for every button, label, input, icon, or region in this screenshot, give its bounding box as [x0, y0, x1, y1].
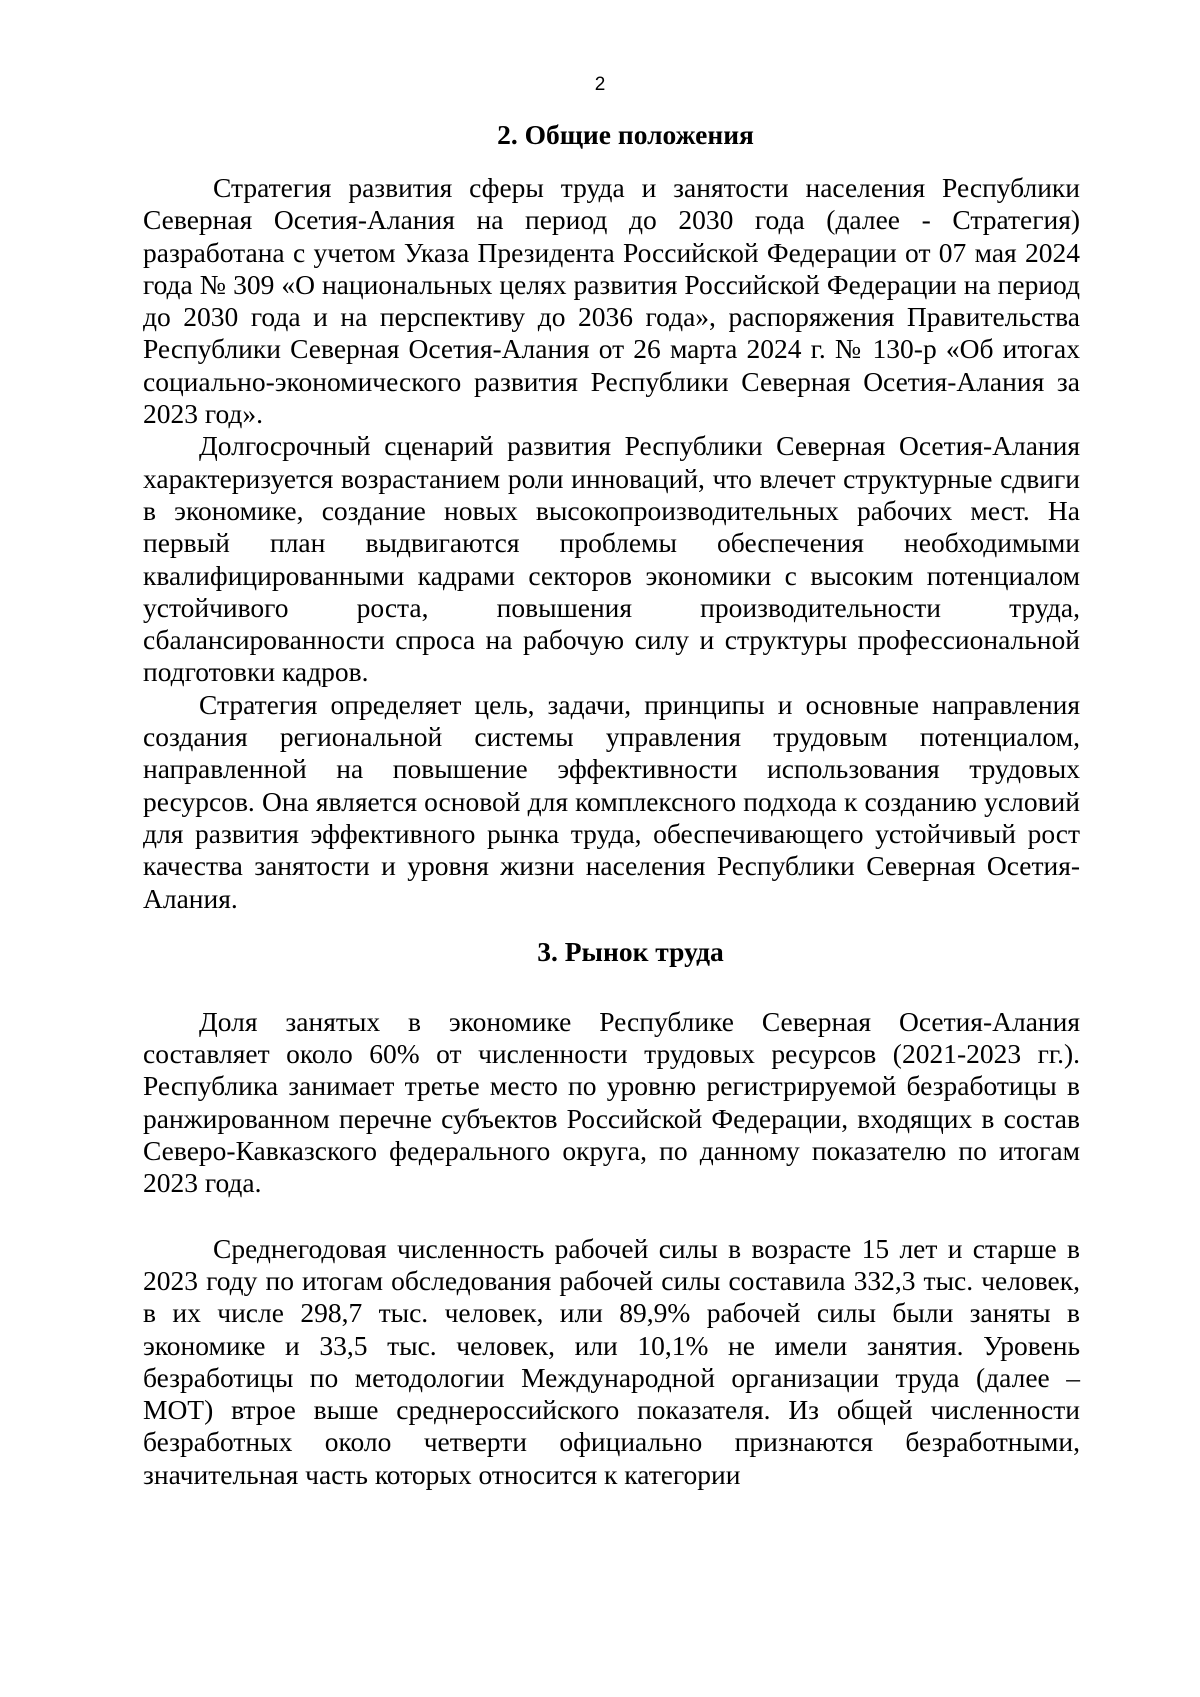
page-number: 2 [594, 74, 606, 95]
paragraph-employment-share: Доля занятых в экономике Республике Северная Осетия-Алания составляет около 60% от численности трудовых ресурсов (2021-2023 гг.). Республика занимает третье место по уровню регистрируемой безработицы в ранжированном перечне субъектов Российской Федерации, входящих в состав Северо-Кавказского федерального округа, по данному показателю по итогам 2023 года. [143, 1005, 1080, 1199]
paragraph-long-term-scenario: Долгосрочный сценарий развития Республики Северная Осетия-Алания характеризуется возрастанием роли инноваций, что влечет структурные сдвиги в экономике, создание новых высокопроизводительных рабочих мест. На первый план выдвигаются проблемы обеспечения необходимыми квалифицированными кадрами секторов экономики с высоким потенциалом устойчивого роста, повышения производительности труда, сбалансированности спроса на рабочую силу и структуры профессиональной подготовки кадров. [143, 430, 1080, 688]
section-heading-general-provisions: 2. Общие положения [497, 119, 754, 150]
document-body [143, 118, 1080, 1491]
paragraph-strategy-basis: Стратегия развития сферы труда и занятости населения Республики Северная Осетия-Алания на период до 2030 года (далее - Стратегия) разработана с учетом Указа Президента Российской Федерации от 07 мая 2024 года № 309 «О национальных целях развития Российской Федерации на период до 2030 года и на перспективу до 2036 года», распоряжения Правительства Республики Северная Осетия-Алания от 26 марта 2024 г. № 130-р «Об итогах социально-экономического развития Республики Северная Осетия-Алания за 2023 год». [143, 172, 1080, 430]
section-heading-labor-market: 3. Рынок труда [537, 935, 724, 967]
paragraph-labor-force-stats: Среднегодовая численность рабочей силы в возрасте 15 лет и старше в 2023 году по итогам обследования рабочей силы составила 332,3 тыс. человек, в их числе 298,7 тыс. человек, или 89,9% рабочей силы были заняты в экономике и 33,5 тыс. человек, или 10,1% не имели занятия. Уровень безработицы по методологии Международной организации труда (далее – МОТ) втрое выше среднероссийского показателя. Из общей численности безработных около четверти официально признаются безработными, значительная часть которых относится к категории [143, 1232, 1080, 1490]
paragraph-strategy-goals: Стратегия определяет цель, задачи, принципы и основные направления создания региональной системы управления трудовым потенциалом, направленной на повышение эффективности использования трудовых ресурсов. Она является основой для комплексного подхода к созданию условий для развития эффективного рынка труда, обеспечивающего устойчивый рост качества занятости и уровня жизни населения Республики Северная Осетия-Алания. [143, 688, 1080, 914]
